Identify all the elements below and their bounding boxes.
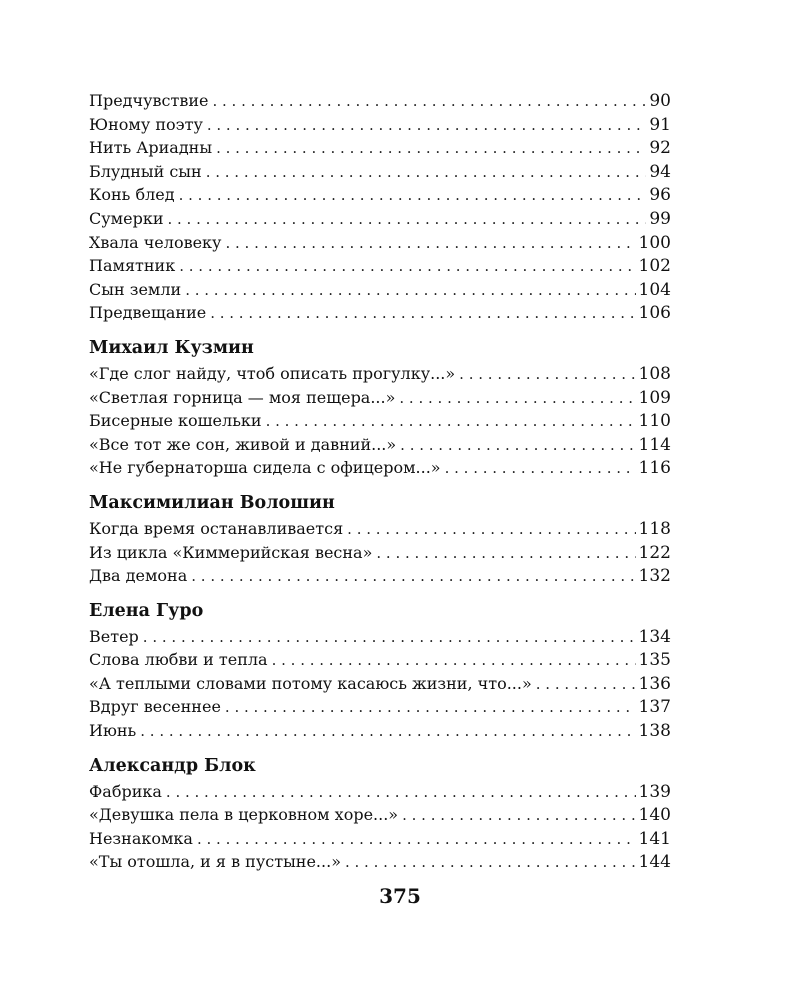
toc-entry — [89, 850, 671, 874]
author-heading: Елена Гуро — [89, 600, 204, 621]
entry-title: Предвещание — [89, 303, 207, 323]
entry-page-number: 136 — [638, 673, 671, 694]
dot-leader — [140, 720, 635, 744]
toc-entry — [89, 254, 671, 278]
entry-title: Хвала человеку — [89, 232, 222, 252]
entry-title: «Не губернаторша сидела с офицером...» — [89, 458, 441, 478]
entry-page-number: 90 — [649, 91, 671, 111]
dot-leader — [167, 208, 646, 232]
dot-leader — [143, 626, 636, 650]
toc-entry — [89, 433, 671, 457]
dot-leader — [179, 184, 647, 208]
entry-title: «Где слог найду, чтоб описать прогулку...» — [89, 363, 456, 383]
toc-entry — [89, 89, 671, 113]
dot-leader — [347, 518, 635, 542]
dot-leader — [206, 161, 647, 185]
toc-entry — [89, 301, 671, 325]
entry-title: Сын земли — [89, 279, 182, 299]
dot-leader — [210, 302, 635, 326]
dot-leader — [266, 410, 636, 434]
entry-title: Фабрика — [89, 781, 162, 801]
entry-page-number: 140 — [638, 805, 671, 826]
toc-entry — [89, 517, 671, 541]
entry-page-number: 138 — [638, 721, 671, 742]
entry-title: Вдруг весеннее — [89, 697, 221, 717]
toc-entry — [89, 183, 671, 207]
entry-page-number: 106 — [638, 303, 671, 324]
dot-leader — [197, 828, 636, 852]
entry-page-number: 91 — [649, 114, 671, 135]
dot-leader — [207, 114, 647, 138]
entry-page-number: 104 — [638, 279, 671, 300]
entry-page-number: 135 — [638, 650, 671, 671]
dot-leader — [345, 851, 636, 875]
entry-page-number: 139 — [638, 781, 671, 802]
entry-page-number: 114 — [638, 434, 671, 455]
dot-leader — [191, 565, 635, 589]
entry-title: Конь блед — [89, 185, 175, 205]
entry-page-number: 118 — [638, 518, 671, 539]
entry-title: Бисерные кошельки — [89, 411, 262, 431]
entry-page-number: 96 — [649, 185, 671, 206]
entry-title: Слова любви и тепла — [89, 650, 268, 670]
toc-entry — [89, 719, 671, 743]
dot-leader — [445, 457, 636, 481]
toc-group — [89, 334, 671, 480]
entry-title: Памятник — [89, 256, 176, 276]
dot-leader — [376, 542, 635, 566]
dot-leader — [459, 363, 635, 387]
toc-entry — [89, 780, 671, 804]
toc-entry — [89, 409, 671, 433]
dot-leader — [225, 232, 635, 256]
entry-page-number: 108 — [638, 363, 671, 384]
dot-leader — [179, 255, 635, 279]
dot-leader — [272, 649, 636, 673]
dot-leader — [399, 387, 635, 411]
toc-entry — [89, 625, 671, 649]
entry-title: Незнакомка — [89, 828, 193, 848]
entry-title: «Девушка пела в церковном хоре...» — [89, 805, 399, 825]
entry-title: «Все тот же сон, живой и давний...» — [89, 434, 397, 454]
entry-page-number: 141 — [638, 828, 671, 849]
entry-title: Юному поэту — [89, 114, 203, 134]
toc-entry — [89, 136, 671, 160]
entry-page-number: 100 — [638, 232, 671, 253]
toc-entry — [89, 648, 671, 672]
entry-page-number: 110 — [638, 411, 671, 432]
toc-entry — [89, 113, 671, 137]
entry-title: Сумерки — [89, 208, 164, 228]
entry-title: Когда время останавливается — [89, 518, 344, 538]
entry-title: Из цикла «Киммерийская весна» — [89, 542, 373, 562]
dot-leader — [212, 90, 646, 114]
entry-title: «Светлая горница — моя пещера...» — [89, 387, 396, 407]
toc-group — [89, 752, 671, 874]
entry-title: «А теплыми словами потому касаюсь жизни, что...» — [89, 673, 532, 693]
dot-leader — [216, 137, 646, 161]
author-heading: Максимилиан Волошин — [89, 492, 335, 513]
entry-page-number: 134 — [638, 626, 671, 647]
page-number-footer: 375 — [379, 884, 421, 908]
entry-title: «Ты отошла, и я в пустыне...» — [89, 852, 341, 872]
toc-group — [89, 489, 671, 588]
entry-page-number: 144 — [638, 852, 671, 873]
entry-title: Нить Ариадны — [89, 138, 213, 158]
toc-entry — [89, 803, 671, 827]
toc-entry — [89, 541, 671, 565]
entry-page-number: 102 — [638, 256, 671, 277]
toc-entry — [89, 827, 671, 851]
dot-leader — [402, 804, 635, 828]
toc-entry — [89, 207, 671, 231]
toc-group — [89, 597, 671, 743]
entry-page-number: 99 — [649, 208, 671, 229]
entry-page-number: 94 — [649, 161, 671, 182]
entry-page-number: 109 — [638, 387, 671, 408]
toc-entry — [89, 672, 671, 696]
entry-page-number: 116 — [638, 458, 671, 479]
toc-entry — [89, 564, 671, 588]
dot-leader — [166, 781, 636, 805]
entry-title: Два демона — [89, 566, 188, 586]
table-of-contents — [89, 89, 671, 874]
entry-page-number: 92 — [649, 138, 671, 159]
dot-leader — [225, 696, 636, 720]
entry-page-number: 137 — [638, 697, 671, 718]
dot-leader — [185, 279, 635, 303]
author-heading: Александр Блок — [89, 755, 256, 776]
toc-entry — [89, 231, 671, 255]
author-heading: Михаил Кузмин — [89, 337, 254, 358]
entry-title: Блудный сын — [89, 161, 202, 181]
toc-group — [89, 89, 671, 325]
entry-title: Июнь — [89, 721, 137, 741]
toc-entry — [89, 695, 671, 719]
toc-entry — [89, 160, 671, 184]
dot-leader — [400, 434, 635, 458]
toc-entry — [89, 278, 671, 302]
entry-title: Ветер — [89, 626, 139, 646]
entry-page-number: 122 — [638, 542, 671, 563]
entry-page-number: 132 — [638, 566, 671, 587]
toc-entry — [89, 362, 671, 386]
toc-entry — [89, 386, 671, 410]
toc-entry — [89, 456, 671, 480]
entry-title: Предчувствие — [89, 91, 209, 110]
dot-leader — [536, 673, 636, 697]
